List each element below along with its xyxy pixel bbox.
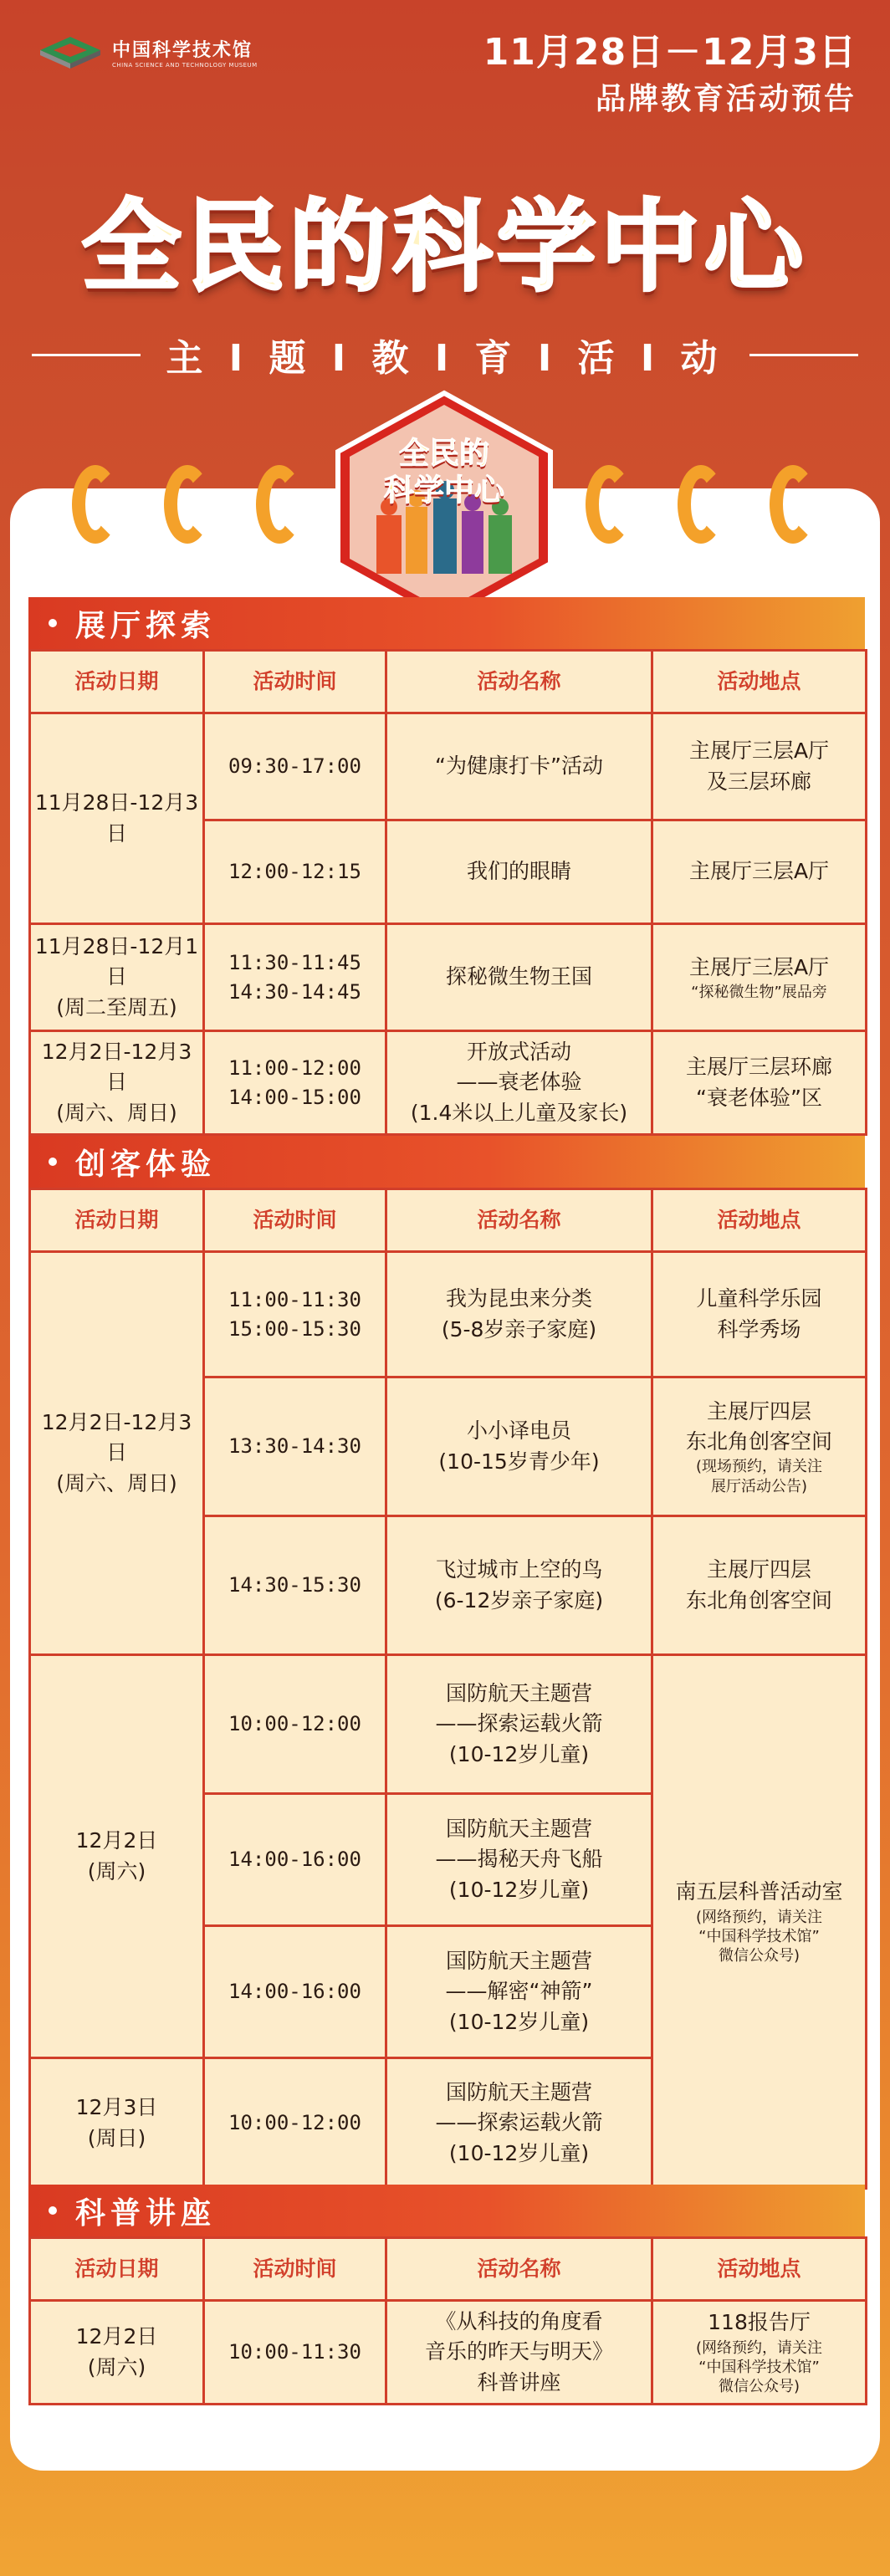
table-row	[30, 1655, 867, 1794]
activity-name-cell: 飞过城市上空的鸟 (6-12岁亲子家庭)	[386, 1516, 652, 1655]
activity-name-cell: 国防航天主题营 ——探索运载火箭 (10-12岁儿童)	[386, 2058, 652, 2189]
museum-logo	[37, 33, 258, 70]
bullet-icon	[49, 2206, 57, 2215]
col-name: 活动名称	[386, 2238, 652, 2301]
date-cell: 12月3日 (周日)	[30, 2058, 204, 2189]
activity-name-cell: 开放式活动 ——衰老体验 (1.4米以上儿童及家长)	[386, 1031, 652, 1135]
time-cell: 09:30-17:00	[204, 713, 386, 820]
section-hall-exploration	[28, 597, 865, 1136]
time-cell: 14:00-16:00	[204, 1794, 386, 1926]
col-place: 活动地点	[652, 1189, 867, 1252]
main-title: 全民的科学中心	[0, 167, 890, 309]
time-cell: 11:30-11:45 14:30-14:45	[204, 924, 386, 1031]
table-row	[30, 713, 867, 820]
col-date: 活动日期	[30, 1189, 204, 1252]
date-range: 11月28日－12月3日	[483, 31, 857, 74]
activity-name-cell: 我为昆虫来分类 (5-8岁亲子家庭)	[386, 1252, 652, 1377]
table-row	[30, 1252, 867, 1377]
place-cell: 主展厅三层A厅 “探秘微生物”展品旁	[652, 924, 867, 1031]
date-cell: 12月2日-12月3日 (周六、周日)	[30, 1252, 204, 1655]
bullet-icon	[49, 619, 57, 627]
col-date: 活动日期	[30, 2238, 204, 2301]
section-science-lecture	[28, 2185, 865, 2405]
schedule-table	[28, 649, 867, 1136]
table-row	[30, 924, 867, 1031]
section-maker-experience	[28, 1136, 865, 2190]
table-row	[30, 2301, 867, 2405]
activity-name-cell: 国防航天主题营 ——揭秘天舟飞船 (10-12岁儿童)	[386, 1794, 652, 1926]
section-header	[28, 2185, 865, 2236]
preview-heading: 品牌教育活动预告	[595, 82, 857, 116]
activity-name-cell: 《从科技的角度看 音乐的昨天与明天》 科普讲座	[386, 2301, 652, 2405]
place-cell: 儿童科学乐园 科学秀场	[652, 1252, 867, 1377]
logo-english-name: CHINA SCIENCE AND TECHNOLOGY MUSEUM	[112, 61, 258, 69]
place-cell: 南五层科普活动室 (网络预约，请关注 “中国科学技术馆” 微信公众号)	[652, 1655, 867, 2189]
col-time: 活动时间	[204, 1189, 386, 1252]
subtitle-left-line	[32, 354, 141, 356]
date-cell: 11月28日-12月1日 (周二至周五)	[30, 924, 204, 1031]
time-cell: 11:00-12:00 14:00-15:00	[204, 1031, 386, 1135]
time-cell: 11:00-11:30 15:00-15:30	[204, 1252, 386, 1377]
date-cell: 12月2日-12月3日 (周六、周日)	[30, 1031, 204, 1135]
schedule-table	[28, 2236, 867, 2405]
logo-mark-icon	[37, 33, 104, 70]
date-cell: 12月2日 (周六)	[30, 1655, 204, 2058]
subtitle-text: 主 I 题 I 教 I 育 I 活 I 动	[166, 337, 724, 380]
place-cell: 118报告厅 (网络预约，请关注 “中国科学技术馆” 微信公众号)	[652, 2301, 867, 2405]
time-cell: 10:00-12:00	[204, 2058, 386, 2189]
binder-ring-icon	[164, 465, 211, 544]
badge-line1: 全民的	[398, 437, 489, 471]
activity-name-cell: 探秘微生物王国	[386, 924, 652, 1031]
col-name: 活动名称	[386, 1189, 652, 1252]
section-title: 科普讲座	[75, 2195, 217, 2231]
time-cell: 10:00-12:00	[204, 1655, 386, 1794]
activity-name-cell: 小小译电员 (10-15岁青少年)	[386, 1377, 652, 1516]
place-cell: 主展厅三层A厅 及三层环廊	[652, 713, 867, 820]
subtitle-bar	[32, 328, 858, 381]
col-time: 活动时间	[204, 651, 386, 713]
col-time: 活动时间	[204, 2238, 386, 2301]
col-place: 活动地点	[652, 651, 867, 713]
binder-ring-icon	[678, 465, 724, 544]
time-cell: 13:30-14:30	[204, 1377, 386, 1516]
activity-name-cell: 我们的眼睛	[386, 820, 652, 924]
time-cell: 12:00-12:15	[204, 820, 386, 924]
activity-name-cell: 国防航天主题营 ——解密“神箭” (10-12岁儿童)	[386, 1926, 652, 2058]
section-header	[28, 597, 865, 649]
binder-ring-icon	[586, 465, 632, 544]
col-place: 活动地点	[652, 2238, 867, 2301]
section-title: 展厅探索	[75, 608, 217, 643]
date-cell: 12月2日 (周六)	[30, 2301, 204, 2405]
place-cell: 主展厅三层A厅	[652, 820, 867, 924]
section-header	[28, 1136, 865, 1188]
binder-ring-icon	[256, 465, 303, 544]
activity-name-cell: 国防航天主题营 ——探索运载火箭 (10-12岁儿童)	[386, 1655, 652, 1794]
place-cell: 主展厅四层 东北角创客空间 (现场预约，请关注 展厅活动公告)	[652, 1377, 867, 1516]
bullet-icon	[49, 1158, 57, 1166]
schedule-table	[28, 1188, 867, 2190]
section-title: 创客体验	[75, 1147, 217, 1182]
logo-chinese-name: 中国科学技术馆	[112, 38, 253, 61]
hexagon-badge	[335, 390, 554, 626]
activity-name-cell: “为健康打卡”活动	[386, 713, 652, 820]
place-cell: 主展厅三层环廊 “衰老体验”区	[652, 1031, 867, 1135]
table-row	[30, 1031, 867, 1135]
binder-ring-icon	[770, 465, 816, 544]
subtitle-right-line	[749, 354, 858, 356]
badge-line2: 科学中心	[383, 473, 504, 508]
col-name: 活动名称	[386, 651, 652, 713]
time-cell: 14:30-15:30	[204, 1516, 386, 1655]
date-cell: 11月28日-12月3日	[30, 713, 204, 924]
time-cell: 14:00-16:00	[204, 1926, 386, 2058]
col-date: 活动日期	[30, 651, 204, 713]
binder-ring-icon	[72, 465, 119, 544]
place-cell: 主展厅四层 东北角创客空间	[652, 1516, 867, 1655]
time-cell: 10:00-11:30	[204, 2301, 386, 2405]
